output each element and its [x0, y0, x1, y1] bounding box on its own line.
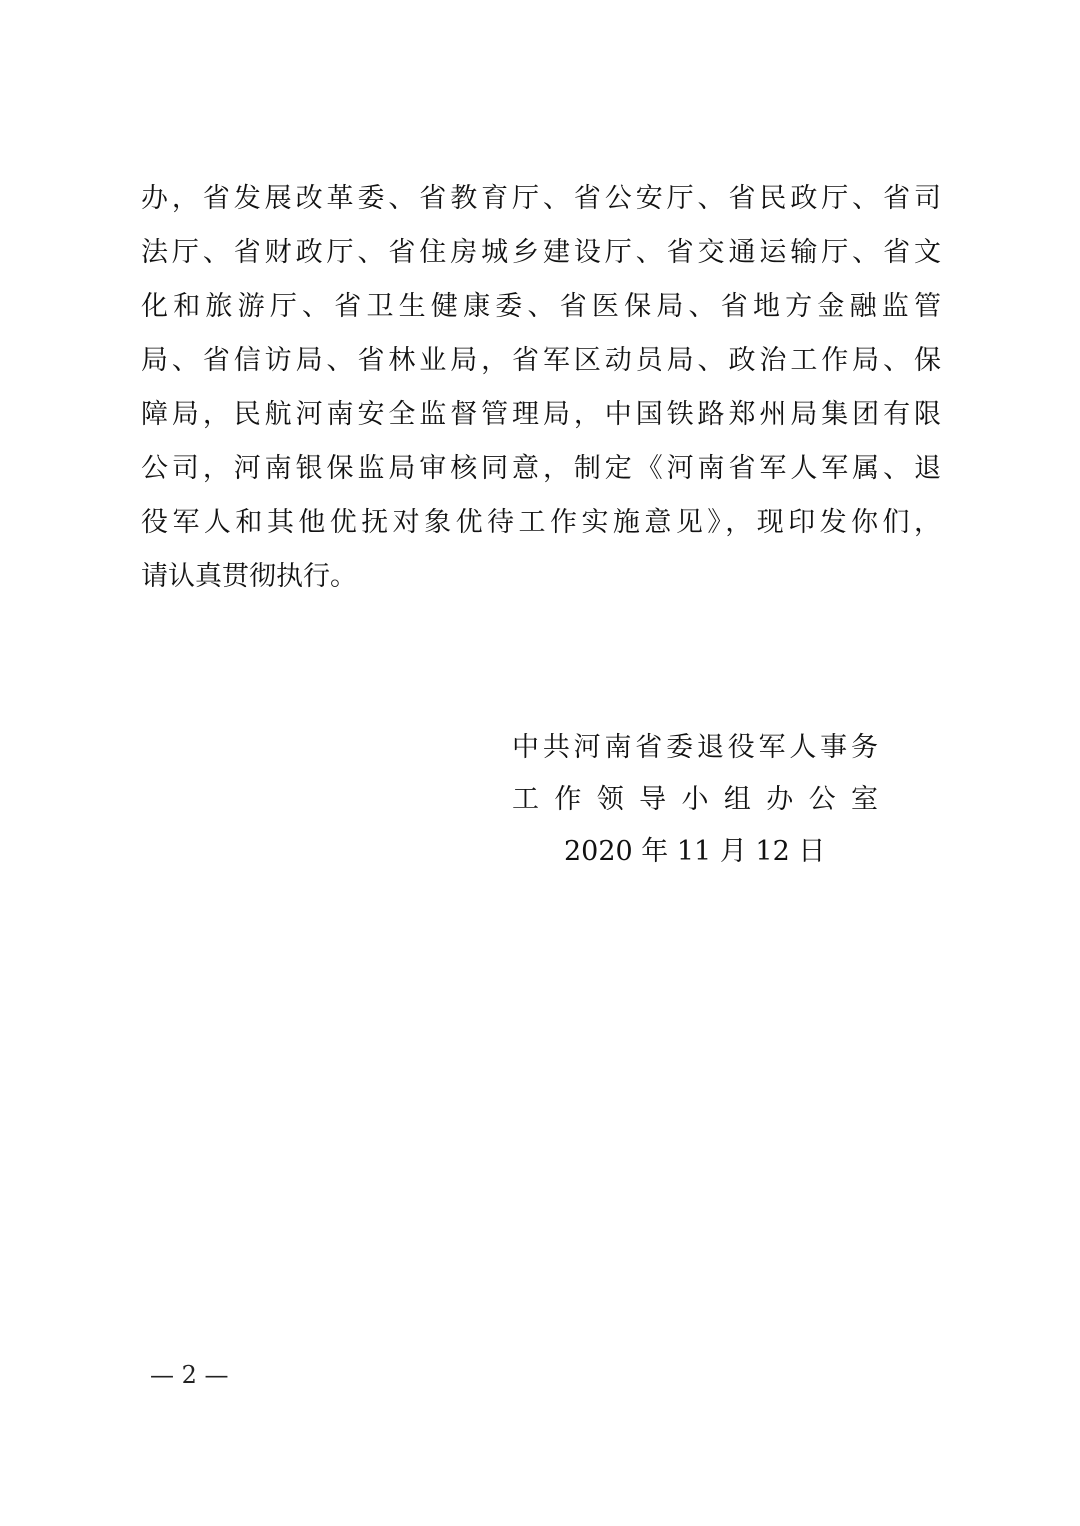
body-line: 役军人和其他优抚对象优待工作实施意见》，现印发你们，	[141, 507, 941, 538]
signature-block	[512, 722, 878, 826]
body-line: 障局，民航河南安全监督管理局，中国铁路郑州局集团有限	[141, 399, 941, 430]
body-line: 局、省信访局、省林业局，省军区动员局、政治工作局、保	[141, 345, 941, 376]
body-line: 请认真贯彻执行。	[141, 561, 357, 592]
body-paragraph	[141, 172, 941, 604]
body-line: 办，省发展改革委、省教育厅、省公安厅、省民政厅、省司	[141, 183, 941, 214]
page-number: — 2 —	[150, 1361, 229, 1389]
signature-org-line-1: 中共河南省委退役军人事务	[512, 732, 878, 763]
body-line: 法厅、省财政厅、省住房城乡建设厅、省交通运输厅、省文	[141, 237, 941, 268]
body-line: 化和旅游厅、省卫生健康委、省医保局、省地方金融监管	[141, 291, 941, 322]
signature-org-line-2: 工作领导小组办公室	[512, 784, 878, 815]
body-line: 公司，河南银保监局审核同意，制定《河南省军人军属、退	[141, 453, 941, 484]
signature-date: 2020 年 11 月 12 日	[564, 836, 826, 867]
